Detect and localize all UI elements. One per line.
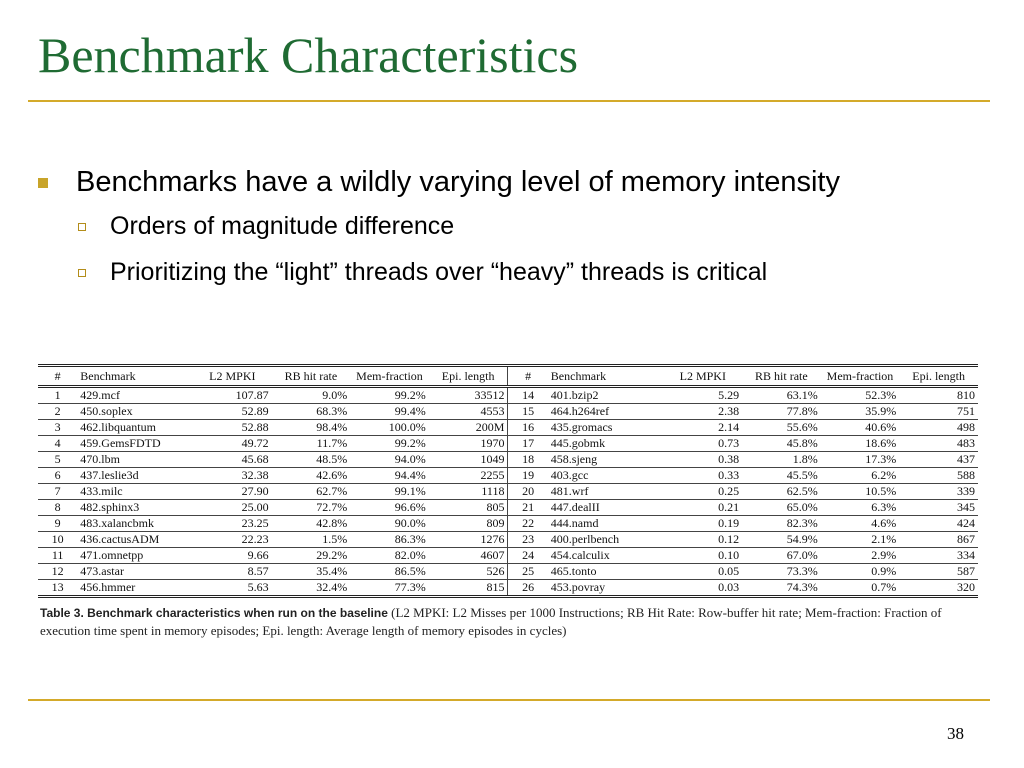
cell-l2-mpki: 0.33 <box>664 468 743 484</box>
cell-rb-hit-rate: 45.8% <box>742 436 821 452</box>
cell-index: 12 <box>38 564 77 580</box>
cell-epi-length: 334 <box>899 548 978 564</box>
cell-epi-length: 320 <box>957 580 975 594</box>
cell-index: 10 <box>38 532 77 548</box>
cell-index: 26 <box>508 580 548 597</box>
cell-l2-mpki: 2.38 <box>664 404 743 420</box>
cell-mem-fraction: 99.1% <box>350 484 429 500</box>
cell-benchmark: 403.gcc <box>548 468 664 484</box>
cell-index: 6 <box>38 468 77 484</box>
cell-benchmark: 437.leslie3d <box>77 468 193 484</box>
table-row <box>38 580 978 597</box>
cell-benchmark: 450.soplex <box>77 404 193 420</box>
cell-mem-fraction: 94.4% <box>350 468 429 484</box>
cell-l2-mpki: 8.57 <box>193 564 272 580</box>
cell-mem-fraction: 2.1% <box>821 532 900 548</box>
cell-index: 16 <box>508 420 548 436</box>
cell-epi-length: 498 <box>899 420 978 436</box>
cell-epi-length: 526 <box>429 564 508 580</box>
cell-mem-fraction: 35.9% <box>821 404 900 420</box>
table-row <box>38 564 978 580</box>
cell-index: 24 <box>508 548 548 564</box>
table-row <box>38 484 978 500</box>
cell-epi-length: 587 <box>899 564 978 580</box>
cell-benchmark: 481.wrf <box>548 484 664 500</box>
header-mem-fraction: Mem-fraction <box>350 366 429 387</box>
cell-benchmark: 435.gromacs <box>548 420 664 436</box>
cell-index: 19 <box>508 468 548 484</box>
table-row <box>38 452 978 468</box>
cell-epi-length: 810 <box>899 387 978 404</box>
header-epi-length: Epi. length <box>899 366 978 387</box>
cell-benchmark: 465.tonto <box>548 564 664 580</box>
cell-epi-length: 751 <box>899 404 978 420</box>
header-l2-mpki: L2 MPKI <box>664 366 743 387</box>
cell-benchmark: 401.bzip2 <box>548 387 664 404</box>
cell-mem-fraction: 77.3% <box>394 580 426 594</box>
table-body <box>38 387 978 597</box>
sub-bullet-text: Prioritizing the “light” threads over “heavy” threads is critical <box>110 258 768 286</box>
cell-mem-fraction: 82.0% <box>350 548 429 564</box>
cell-mem-fraction: 86.5% <box>350 564 429 580</box>
cell-mem-fraction: 6.3% <box>821 500 900 516</box>
cell-l2-mpki: 45.68 <box>193 452 272 468</box>
cell-benchmark: 456.hmmer <box>80 580 136 594</box>
cell-rb-hit-rate: 42.6% <box>272 468 351 484</box>
caption-lead: Table 3. Benchmark characteristics when run on the baseline <box>40 606 388 620</box>
footer-divider <box>28 699 990 701</box>
header-epi-length: Epi. length <box>429 366 508 387</box>
cell-epi-length: 588 <box>899 468 978 484</box>
header-rb-hit-rate: RB hit rate <box>742 366 821 387</box>
cell-index: 20 <box>508 484 548 500</box>
cell-benchmark: 459.GemsFDTD <box>77 436 193 452</box>
cell-l2-mpki: 32.38 <box>193 468 272 484</box>
cell-mem-fraction: 96.6% <box>350 500 429 516</box>
cell-benchmark: 470.lbm <box>77 452 193 468</box>
cell-mem-fraction: 86.3% <box>350 532 429 548</box>
cell-rb-hit-rate: 32.4% <box>316 580 348 594</box>
page-number: 38 <box>947 724 964 743</box>
table-row <box>38 468 978 484</box>
cell-benchmark: 454.calculix <box>548 548 664 564</box>
cell-epi-length: 809 <box>429 516 508 532</box>
cell-rb-hit-rate: 9.0% <box>272 387 351 404</box>
cell-mem-fraction: 52.3% <box>821 387 900 404</box>
cell-mem-fraction: 99.4% <box>350 404 429 420</box>
cell-mem-fraction: 99.2% <box>350 436 429 452</box>
cell-index: 4 <box>38 436 77 452</box>
cell-rb-hit-rate: 74.3% <box>786 580 818 594</box>
cell-epi-length: 33512 <box>429 387 508 404</box>
header-mem-fraction: Mem-fraction <box>821 366 900 387</box>
cell-benchmark: 445.gobmk <box>548 436 664 452</box>
cell-rb-hit-rate: 42.8% <box>272 516 351 532</box>
cell-mem-fraction: 4.6% <box>821 516 900 532</box>
table-row <box>38 516 978 532</box>
cell-epi-length: 1118 <box>429 484 508 500</box>
cell-l2-mpki: 27.90 <box>193 484 272 500</box>
cell-index: 5 <box>38 452 77 468</box>
cell-l2-mpki: 0.12 <box>664 532 743 548</box>
hollow-square-bullet-icon <box>78 223 86 231</box>
cell-rb-hit-rate: 65.0% <box>742 500 821 516</box>
cell-index: 9 <box>38 516 77 532</box>
cell-rb-hit-rate: 54.9% <box>742 532 821 548</box>
cell-benchmark: 462.libquantum <box>77 420 193 436</box>
cell-index: 18 <box>508 452 548 468</box>
cell-l2-mpki: 0.21 <box>664 500 743 516</box>
sub-bullet-text: Orders of magnitude difference <box>110 212 455 240</box>
cell-l2-mpki: 22.23 <box>193 532 272 548</box>
cell-mem-fraction: 0.7% <box>871 580 897 594</box>
cell-mem-fraction: 2.9% <box>821 548 900 564</box>
table-row <box>38 404 978 420</box>
cell-l2-mpki: 0.03 <box>718 580 740 594</box>
cell-epi-length: 805 <box>429 500 508 516</box>
cell-index: 13 <box>51 580 64 594</box>
cell-l2-mpki: 2.14 <box>664 420 743 436</box>
cell-rb-hit-rate: 1.5% <box>272 532 351 548</box>
cell-l2-mpki: 0.19 <box>664 516 743 532</box>
cell-index: 22 <box>508 516 548 532</box>
cell-rb-hit-rate: 77.8% <box>742 404 821 420</box>
cell-benchmark: 400.perlbench <box>548 532 664 548</box>
cell-benchmark: 453.povray <box>550 580 606 594</box>
benchmark-table <box>38 364 978 598</box>
slide-title: Benchmark Characteristics <box>38 27 579 83</box>
cell-l2-mpki: 52.89 <box>193 404 272 420</box>
cell-index: 2 <box>38 404 77 420</box>
cell-rb-hit-rate: 11.7% <box>272 436 351 452</box>
header-l2-mpki: L2 MPKI <box>193 366 272 387</box>
cell-rb-hit-rate: 1.8% <box>742 452 821 468</box>
main-bullet-text: Benchmarks have a wildly varying level of memory intensity <box>76 166 840 198</box>
cell-epi-length: 424 <box>899 516 978 532</box>
table-row <box>38 436 978 452</box>
cell-benchmark: 482.sphinx3 <box>77 500 193 516</box>
cell-index: 3 <box>38 420 77 436</box>
cell-rb-hit-rate: 48.5% <box>272 452 351 468</box>
cell-l2-mpki: 0.73 <box>664 436 743 452</box>
cell-epi-length: 339 <box>899 484 978 500</box>
cell-benchmark: 458.sjeng <box>548 452 664 468</box>
cell-mem-fraction: 94.0% <box>350 452 429 468</box>
cell-l2-mpki: 107.87 <box>193 387 272 404</box>
cell-epi-length: 200M <box>429 420 508 436</box>
cell-mem-fraction: 17.3% <box>821 452 900 468</box>
table-row <box>38 420 978 436</box>
cell-benchmark: 429.mcf <box>77 387 193 404</box>
cell-rb-hit-rate: 29.2% <box>272 548 351 564</box>
cell-l2-mpki: 0.38 <box>664 452 743 468</box>
header-benchmark: Benchmark <box>77 366 193 387</box>
cell-benchmark: 473.astar <box>77 564 193 580</box>
cell-epi-length: 2255 <box>429 468 508 484</box>
cell-index: 23 <box>508 532 548 548</box>
cell-mem-fraction: 18.6% <box>821 436 900 452</box>
cell-index: 7 <box>38 484 77 500</box>
hollow-square-bullet-icon <box>78 269 86 277</box>
cell-rb-hit-rate: 62.7% <box>272 484 351 500</box>
cell-epi-length: 345 <box>899 500 978 516</box>
cell-index: 21 <box>508 500 548 516</box>
table-row <box>38 500 978 516</box>
cell-benchmark: 471.omnetpp <box>77 548 193 564</box>
cell-l2-mpki: 23.25 <box>193 516 272 532</box>
cell-benchmark: 444.namd <box>548 516 664 532</box>
cell-index: 11 <box>38 548 77 564</box>
cell-rb-hit-rate: 35.4% <box>272 564 351 580</box>
cell-l2-mpki: 9.66 <box>193 548 272 564</box>
cell-epi-length: 1970 <box>429 436 508 452</box>
cell-index: 1 <box>38 387 77 404</box>
cell-benchmark: 433.milc <box>77 484 193 500</box>
cell-mem-fraction: 40.6% <box>821 420 900 436</box>
cell-epi-length: 815 <box>486 580 505 594</box>
cell-l2-mpki: 49.72 <box>193 436 272 452</box>
header-index: # <box>508 366 548 387</box>
cell-rb-hit-rate: 82.3% <box>742 516 821 532</box>
cell-l2-mpki: 52.88 <box>193 420 272 436</box>
cell-rb-hit-rate: 98.4% <box>272 420 351 436</box>
cell-epi-length: 437 <box>899 452 978 468</box>
cell-mem-fraction: 99.2% <box>350 387 429 404</box>
cell-l2-mpki: 0.10 <box>664 548 743 564</box>
cell-epi-length: 4553 <box>429 404 508 420</box>
cell-rb-hit-rate: 45.5% <box>742 468 821 484</box>
cell-epi-length: 1276 <box>429 532 508 548</box>
cell-mem-fraction: 10.5% <box>821 484 900 500</box>
cell-rb-hit-rate: 68.3% <box>272 404 351 420</box>
cell-mem-fraction: 90.0% <box>350 516 429 532</box>
table-row <box>38 387 978 404</box>
table-caption <box>40 604 980 639</box>
cell-benchmark: 447.dealII <box>548 500 664 516</box>
cell-benchmark: 436.cactusADM <box>77 532 193 548</box>
cell-index: 15 <box>508 404 548 420</box>
caption-text: (L2 MPKI: L2 Misses per 1000 Instructions; RB Hit Rate: Row-buffer hit rate; Mem-fraction: Fraction of execution time spent in memory episodes; Epi. length: Average length of memory episodes in cycles) <box>40 605 942 638</box>
cell-epi-length: 483 <box>899 436 978 452</box>
cell-rb-hit-rate: 73.3% <box>742 564 821 580</box>
cell-epi-length: 867 <box>899 532 978 548</box>
header-index: # <box>38 366 77 387</box>
cell-index: 25 <box>508 564 548 580</box>
cell-rb-hit-rate: 67.0% <box>742 548 821 564</box>
cell-l2-mpki: 25.00 <box>193 500 272 516</box>
cell-benchmark: 483.xalancbmk <box>77 516 193 532</box>
cell-rb-hit-rate: 63.1% <box>742 387 821 404</box>
cell-l2-mpki: 5.63 <box>247 580 269 594</box>
cell-benchmark: 464.h264ref <box>548 404 664 420</box>
cell-index: 17 <box>508 436 548 452</box>
table-header-row <box>38 366 978 387</box>
cell-l2-mpki: 5.29 <box>664 387 743 404</box>
cell-mem-fraction: 6.2% <box>821 468 900 484</box>
cell-l2-mpki: 0.05 <box>664 564 743 580</box>
cell-rb-hit-rate: 55.6% <box>742 420 821 436</box>
table-row <box>38 548 978 564</box>
title-divider <box>28 100 990 102</box>
cell-mem-fraction: 100.0% <box>350 420 429 436</box>
table-row <box>38 532 978 548</box>
cell-epi-length: 4607 <box>429 548 508 564</box>
cell-index: 14 <box>508 387 548 404</box>
header-benchmark: Benchmark <box>548 366 664 387</box>
cell-mem-fraction: 0.9% <box>821 564 900 580</box>
benchmark-table-container <box>38 364 978 598</box>
cell-rb-hit-rate: 62.5% <box>742 484 821 500</box>
cell-index: 8 <box>38 500 77 516</box>
cell-l2-mpki: 0.25 <box>664 484 743 500</box>
cell-rb-hit-rate: 72.7% <box>272 500 351 516</box>
cell-epi-length: 1049 <box>429 452 508 468</box>
header-rb-hit-rate: RB hit rate <box>272 366 351 387</box>
square-bullet-icon <box>38 178 48 188</box>
